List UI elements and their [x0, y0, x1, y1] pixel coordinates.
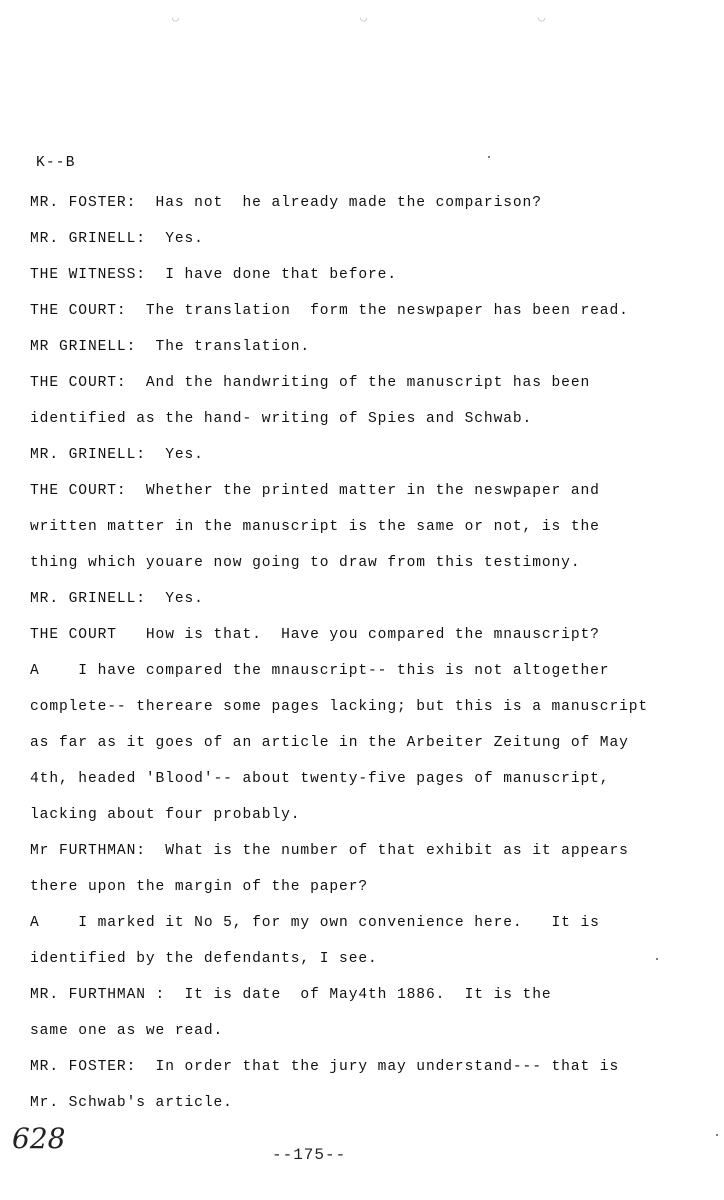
- paper-speck: [716, 1134, 718, 1136]
- transcript-line: MR. FOSTER: Has not he already made the comparison?: [30, 195, 542, 211]
- paper-speck: [488, 156, 490, 158]
- transcript-line: MR. FOSTER: In order that the jury may understand--- that is: [30, 1059, 620, 1075]
- transcript-line: complete-- thereare some pages lacking; but this is a manuscript: [30, 699, 649, 715]
- punch-hole-marks: [0, 4, 724, 26]
- punch-hole-mark: ◡: [172, 11, 180, 25]
- transcript-line: MR. FURTHMAN : It is date of May4th 1886. It is the: [30, 987, 552, 1003]
- transcript-line: Mr. Schwab's article.: [30, 1095, 233, 1111]
- transcript-line: THE COURT: The translation form the neswpaper has been read.: [30, 303, 629, 319]
- transcript-line: MR GRINELL: The translation.: [30, 339, 311, 355]
- handwritten-page-number: 628: [12, 1122, 66, 1155]
- transcript-line: THE WITNESS: I have done that before.: [30, 267, 397, 283]
- transcript-line: there upon the margin of the paper?: [30, 879, 369, 895]
- transcript-line: 4th, headed 'Blood'-- about twenty-five pages of manuscript,: [30, 771, 610, 787]
- transcript-line: MR. GRINELL: Yes.: [30, 591, 204, 607]
- transcript-line: thing which youare now going to draw from this testimony.: [30, 555, 581, 571]
- punch-hole-mark: ◡: [360, 11, 368, 25]
- transcript-line: THE COURT: And the handwriting of the manuscript has been: [30, 375, 591, 391]
- transcript-line: A I marked it No 5, for my own convenience here. It is: [30, 915, 600, 931]
- transcript-line: same one as we read.: [30, 1023, 224, 1039]
- document-header-code: K--B: [36, 155, 76, 171]
- transcript-line: A I have compared the mnauscript-- this is not altogether: [30, 663, 610, 679]
- transcript-line: identified by the defendants, I see.: [30, 951, 378, 967]
- transcript-line: MR. GRINELL: Yes.: [30, 447, 204, 463]
- transcript-line: lacking about four probably.: [30, 807, 301, 823]
- transcript-line: identified as the hand- writing of Spies and Schwab.: [30, 411, 533, 427]
- paper-speck: [656, 958, 658, 960]
- transcript-line: THE COURT How is that. Have you compared the mnauscript?: [30, 627, 600, 643]
- transcript-body: [30, 191, 700, 1127]
- transcript-line: THE COURT: Whether the printed matter in the neswpaper and: [30, 483, 600, 499]
- typed-page-number: --175--: [272, 1146, 347, 1164]
- transcript-line: Mr FURTHMAN: What is the number of that exhibit as it appears: [30, 843, 629, 859]
- transcript-line: MR. GRINELL: Yes.: [30, 231, 204, 247]
- transcript-line: written matter in the manuscript is the same or not, is the: [30, 519, 600, 535]
- transcript-line: as far as it goes of an article in the Arbeiter Zeitung of May: [30, 735, 629, 751]
- punch-hole-mark: ◡: [538, 11, 546, 25]
